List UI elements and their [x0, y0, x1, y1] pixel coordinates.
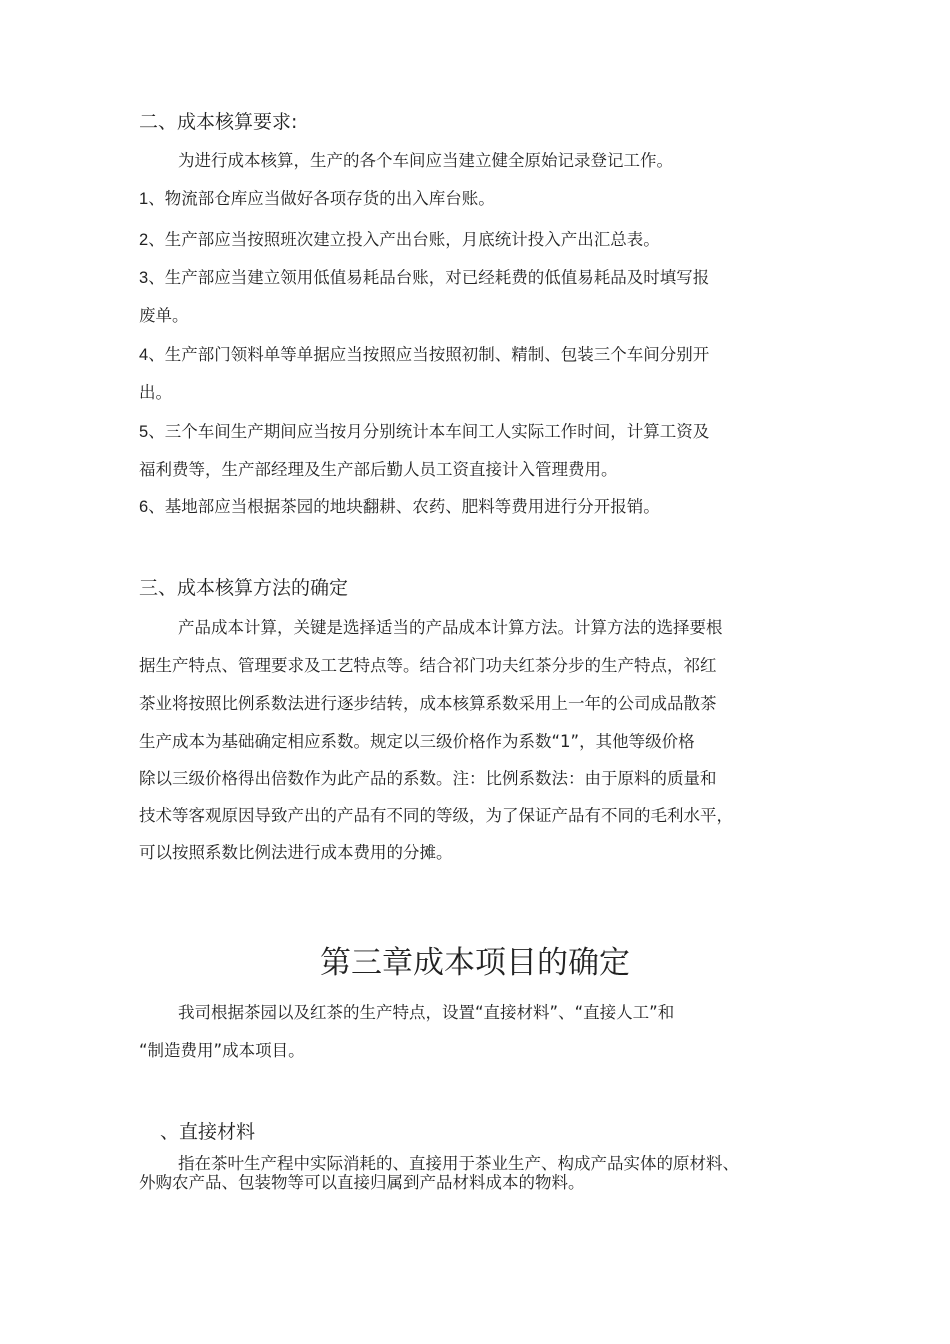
chapter-title: 第三章成本项目的确定: [320, 945, 630, 981]
direct-material-line-2: 外购农产品、包装物等可以直接归属到产品材料成本的物料。: [139, 1173, 585, 1192]
section-3-line-2: 据生产特点、管理要求及工艺特点等。结合祁门功夫红茶分步的生产特点，祁红: [139, 656, 717, 675]
list-item-3: 3、生产部应当建立领用低值易耗品台账，对已经耗费的低值易耗品及时填写报: [139, 268, 710, 287]
direct-material-line-1: 指在茶叶生产程中实际消耗的、直接用于茶业生产、构成产品实体的原材料、: [178, 1154, 739, 1173]
section-3-line-3: 茶业将按照比例系数法进行逐步结转，成本核算系数采用上一年的公司成品散茶: [139, 694, 717, 713]
list-item-6: 6、基地部应当根据茶园的地块翻耕、农药、肥料等费用进行分开报销。: [139, 497, 660, 516]
list-item-3-cont: 废单。: [139, 306, 189, 325]
section-3-heading: 三、成本核算方法的确定: [139, 577, 349, 599]
section-2-intro: 为进行成本核算，生产的各个车间应当建立健全原始记录登记工作。: [178, 151, 673, 170]
section-3-line-1: 产品成本计算，关键是选择适当的产品成本计算方法。计算方法的选择要根: [178, 618, 723, 637]
chapter-intro-line-1: 我司根据茶园以及红茶的生产特点，设置“直接材料”、“直接人工”和: [178, 1003, 675, 1022]
chapter-intro-line-2: “制造费用”成本项目。: [139, 1041, 305, 1060]
section-3-line-5: 除以三级价格得出倍数作为此产品的系数。注：比例系数法：由于原料的质量和: [139, 769, 717, 788]
section-3-line-6: 技术等客观原因导致产出的产品有不同的等级，为了保证产品有不同的毛利水平，: [139, 806, 733, 825]
list-item-2: 2、生产部应当按照班次建立投入产出台账，月底统计投入产出汇总表。: [139, 230, 660, 249]
list-item-1: 1、物流部仓库应当做好各项存货的出入库台账。: [139, 189, 495, 208]
list-item-5-cont: 福利费等，生产部经理及生产部后勤人员工资直接计入管理费用。: [139, 460, 618, 479]
section-2-heading: 二、成本核算要求:: [139, 111, 298, 133]
direct-material-heading: 、直接材料: [160, 1121, 256, 1143]
list-item-4-cont: 出。: [139, 383, 172, 402]
section-3-line-4: 生产成本为基础确定相应系数。规定以三级价格作为系数“1”，其他等级价格: [139, 732, 695, 751]
section-3-line-7: 可以按照系数比例法进行成本费用的分摊。: [139, 843, 453, 862]
list-item-4: 4、生产部门领料单等单据应当按照应当按照初制、精制、包装三个车间分别开: [139, 345, 710, 364]
list-item-5: 5、三个车间生产期间应当按月分别统计本车间工人实际工作时间，计算工资及: [139, 422, 710, 441]
